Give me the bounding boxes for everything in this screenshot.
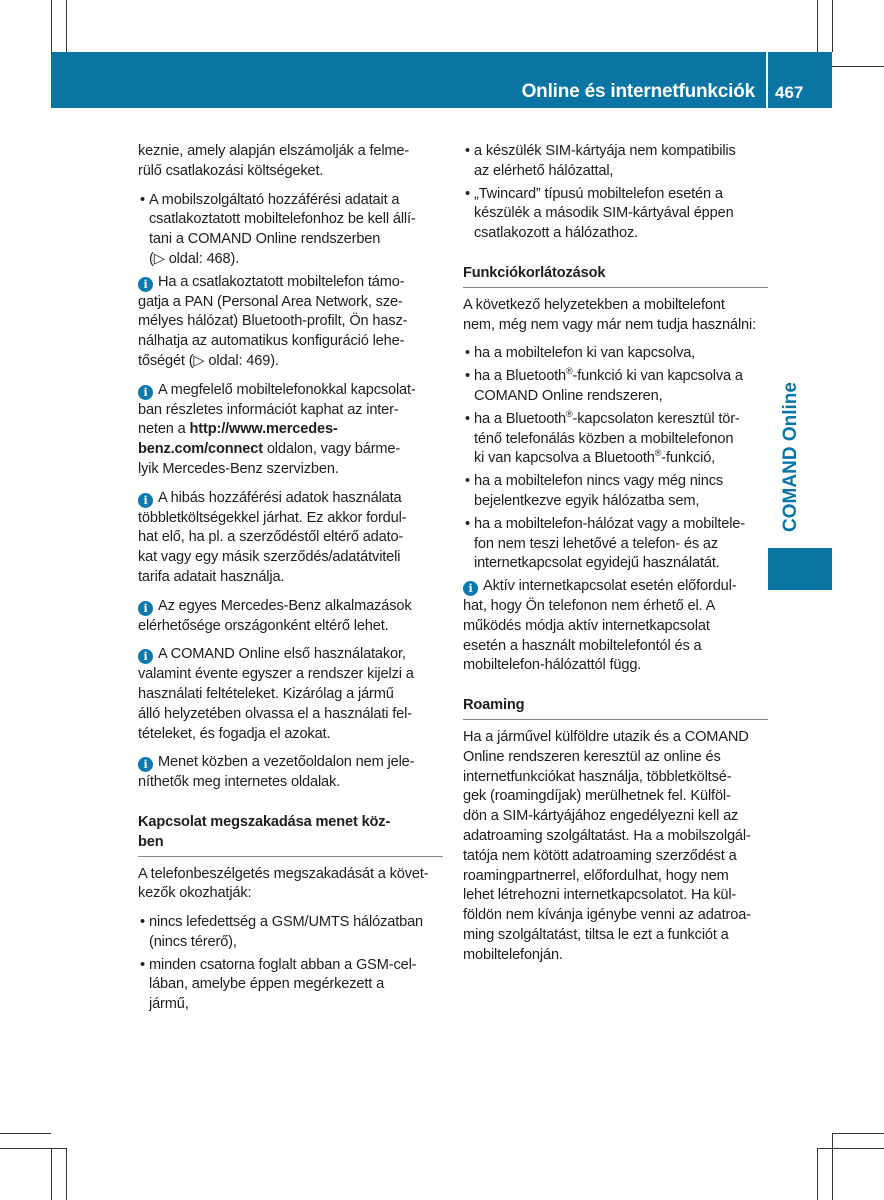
text-line — [138, 685, 443, 705]
line-text: tételeket, és fogadja el azokat. — [138, 725, 331, 742]
line-text: -funkció, — [661, 450, 716, 467]
crop-mark — [832, 0, 833, 52]
text-line — [138, 460, 443, 480]
info-note — [138, 489, 443, 588]
text-line — [149, 230, 443, 250]
text-line — [463, 946, 768, 966]
header-band — [51, 52, 832, 108]
info-icon: i — [138, 601, 153, 616]
crop-mark — [51, 1148, 52, 1200]
line-text: ming szolgáltatást, tiltsa le ezt a funkciót a — [463, 926, 729, 943]
text-line — [474, 535, 768, 555]
header-divider — [766, 52, 768, 108]
line-text: ki van kapcsolva a Bluetooth — [474, 450, 655, 467]
line-text: csatlakozott a hálózathoz. — [474, 225, 639, 242]
info-note — [138, 273, 443, 372]
text-line — [463, 847, 768, 867]
text-line — [138, 753, 443, 773]
paragraph — [463, 296, 768, 336]
text-line — [474, 344, 768, 364]
section-heading — [463, 264, 768, 288]
line-text: oldalon, vagy bárme- — [262, 441, 401, 458]
text-line — [138, 312, 443, 332]
crop-mark — [833, 1133, 884, 1134]
paragraph — [463, 728, 768, 966]
line-text: kezők okozhatják: — [138, 885, 252, 902]
info-icon: i — [463, 581, 478, 596]
line-text: A COMAND Online első használatakor, — [158, 646, 406, 663]
line-text: a készülék SIM-kártyája nem kompatibilis — [474, 143, 736, 159]
line-text: Online rendszeren keresztül az online és — [463, 748, 721, 765]
text-line — [138, 293, 443, 313]
text-line — [463, 264, 768, 284]
text-line — [463, 906, 768, 926]
text-line — [474, 387, 768, 407]
line-text: használati feltételeket. Kizárólag a jármű — [138, 685, 394, 702]
text-line — [474, 185, 768, 205]
line-text: A megfelelő mobiltelefonokkal kapcsolat- — [158, 381, 416, 398]
crop-mark — [0, 1148, 66, 1149]
text-line — [463, 316, 768, 336]
info-icon: i — [138, 493, 153, 508]
line-text: Roaming — [463, 697, 525, 714]
bullet-dot: • — [140, 956, 145, 973]
crop-mark — [0, 1133, 51, 1134]
info-note — [138, 753, 443, 793]
text-line — [149, 913, 443, 933]
line-text: adatroaming szolgáltatást. Ha a mobilszolgál- — [463, 827, 751, 844]
text-line — [138, 833, 443, 853]
text-line — [138, 813, 443, 833]
line-text: Kapcsolat megszakadása menet köz- — [138, 813, 391, 830]
info-icon: i — [138, 277, 153, 292]
info-note — [138, 645, 443, 744]
text-line — [149, 956, 443, 976]
line-text: nálhatja az automatikus konfiguráció lehe- — [138, 333, 405, 350]
line-text: ha a mobiltelefon nincs vagy még nincs — [474, 473, 724, 490]
section-heading — [463, 696, 768, 720]
bullet-dot: • — [465, 143, 470, 159]
text-line — [138, 162, 443, 182]
line-text: „Twincard” típusú mobiltelefon esetén a — [474, 185, 723, 202]
text-line — [463, 768, 768, 788]
line-text: internetfunkciókat használja, többletköltsé- — [463, 768, 732, 785]
info-note — [138, 381, 443, 480]
page-number: 467 — [775, 83, 804, 102]
line-text: mobiltelefonján. — [463, 946, 563, 963]
crop-mark — [66, 1148, 67, 1200]
bullet-item — [138, 913, 443, 953]
bullet-item — [138, 191, 443, 270]
line-text: elérhetősége országonként eltérő lehet. — [138, 617, 389, 634]
line-text: Menet közben a vezetőoldalon nem jele- — [158, 754, 415, 771]
info-icon: i — [138, 649, 153, 664]
text-line — [149, 975, 443, 995]
bullet-item — [463, 410, 768, 469]
link-text: benz.com/connect — [138, 441, 263, 458]
line-text: A következő helyzetekben a mobiltelefont — [463, 296, 725, 313]
bullet-dot: • — [465, 345, 470, 362]
text-line — [474, 515, 768, 535]
line-text: COMAND Online rendszeren, — [474, 387, 663, 404]
line-text: valamint évente egyszer a rendszer kijelzi a — [138, 666, 414, 683]
line-text: fon nem teszi lehetővé a telefon- és az — [474, 535, 719, 552]
text-line — [474, 472, 768, 492]
text-line — [474, 162, 768, 182]
line-text: tatója nem kötött adatroaming szerződést a — [463, 847, 737, 864]
text-line — [474, 410, 768, 430]
line-text: neten a — [138, 421, 190, 438]
bullet-item — [463, 185, 768, 244]
line-text: többletköltségekkel járhat. Ez akkor fordul- — [138, 509, 407, 526]
line-text: ha a Bluetooth — [474, 368, 567, 385]
paragraph — [138, 142, 443, 182]
line-text: hat elő, ha pl. a szerződéstől eltérő adato- — [138, 529, 404, 546]
text-line — [138, 773, 443, 793]
line-text: kat vagy egy másik szerződés/adatátviteli — [138, 549, 401, 566]
bullet-item — [138, 956, 443, 1015]
text-line — [149, 933, 443, 953]
text-line — [138, 665, 443, 685]
text-line — [463, 926, 768, 946]
text-line — [463, 886, 768, 906]
line-text: -kapcsolaton keresztül tör- — [572, 410, 740, 427]
line-text: Az egyes Mercedes-Benz alkalmazások — [158, 597, 412, 614]
text-line — [474, 142, 768, 162]
side-tab-marker — [768, 548, 832, 590]
text-line — [463, 827, 768, 847]
side-tab-label: COMAND Online — [780, 382, 801, 532]
line-text: bejelentkezve egyik hálózatba sem, — [474, 492, 700, 509]
text-line — [138, 617, 443, 637]
bullet-item — [463, 344, 768, 364]
text-line — [138, 509, 443, 529]
line-text: lehet létrehozni internetkapcsolatot. Ha kül- — [463, 887, 737, 904]
line-text: Funkciókorlátozások — [463, 264, 606, 281]
text-line — [138, 865, 443, 885]
text-line — [149, 995, 443, 1015]
line-text: A telefonbeszélgetés megszakadását a követ- — [138, 865, 429, 882]
text-line — [474, 204, 768, 224]
side-tab — [779, 372, 803, 542]
text-line — [138, 548, 443, 568]
bullet-dot: • — [140, 914, 145, 931]
bullet-dot: • — [465, 368, 470, 385]
text-line — [138, 273, 443, 293]
text-line — [463, 577, 768, 597]
text-line — [138, 142, 443, 162]
line-text: ben — [138, 833, 164, 850]
line-text: (▷ oldal: 468). — [149, 250, 240, 267]
line-text: földön nem kívánja igénybe venni az adatroa- — [463, 907, 751, 924]
line-text: mélyes hálózat) Bluetooth-profilt, Ön hasz- — [138, 313, 408, 330]
line-text: ban részletes információt kaphat az inter- — [138, 401, 399, 418]
text-line — [138, 884, 443, 904]
bullet-item — [463, 142, 768, 182]
section-title: Online és internetfunkciók — [521, 81, 755, 102]
line-text: Aktív internetkapcsolat esetén előfordul- — [483, 578, 737, 595]
text-line — [463, 637, 768, 657]
info-icon: i — [138, 385, 153, 400]
line-text: internetkapcsolat egyidejű használatát. — [474, 555, 720, 572]
bullet-dot: • — [465, 473, 470, 490]
text-line — [474, 224, 768, 244]
text-line — [463, 656, 768, 676]
line-text: A hibás hozzáférési adatok használata — [158, 489, 402, 506]
line-text: lában, amelybe éppen megérkezett a — [149, 976, 385, 993]
bullet-item — [463, 515, 768, 574]
info-icon: i — [138, 757, 153, 772]
line-text: -funkció ki van kapcsolva a — [572, 368, 743, 385]
text-line — [138, 381, 443, 401]
line-text: Ha a járművel külföldre utazik és a COMAND — [463, 728, 749, 745]
text-line — [463, 787, 768, 807]
section-heading — [138, 813, 443, 857]
text-line — [463, 867, 768, 887]
text-line — [474, 492, 768, 512]
info-note — [138, 597, 443, 637]
line-text: esetén a használt mobiltelefontól és a — [463, 637, 702, 654]
bullet-dot: • — [465, 410, 470, 427]
text-line — [463, 597, 768, 617]
line-text: csatlakoztatott mobiltelefonhoz be kell állí- — [149, 211, 416, 228]
line-text: roamingpartnerrel, előfordulhat, hogy nem — [463, 867, 729, 884]
line-text: Ha a csatlakoztatott mobiltelefon támo- — [158, 273, 405, 290]
registered-mark: ® — [566, 366, 573, 377]
text-line — [463, 807, 768, 827]
crop-mark — [817, 1148, 818, 1200]
crop-mark — [832, 1133, 833, 1200]
left-column — [138, 142, 443, 1018]
bullet-dot: • — [465, 185, 470, 202]
bullet-item — [463, 367, 768, 407]
line-text: készülék a második SIM-kártyával éppen — [474, 205, 734, 222]
line-text: nincs lefedettség a GSM/UMTS hálózatban — [149, 914, 424, 931]
paragraph — [138, 865, 443, 905]
text-line — [149, 250, 443, 270]
line-text: lyik Mercedes-Benz szervizben. — [138, 460, 339, 477]
bullet-item — [463, 472, 768, 512]
line-text: dön a SIM-kártyájához engedélyezni kell az — [463, 808, 739, 825]
right-column — [463, 142, 768, 974]
line-text: A mobilszolgáltató hozzáférési adatait a — [149, 191, 400, 208]
text-line — [463, 748, 768, 768]
line-text: működés módja aktív internetkapcsolat — [463, 617, 710, 634]
line-text: álló helyzetében olvassa el a használati fel- — [138, 705, 412, 722]
text-line — [463, 617, 768, 637]
text-line — [463, 296, 768, 316]
text-line — [474, 430, 768, 450]
text-line — [138, 568, 443, 588]
line-text: rülő csatlakozási költségeket. — [138, 162, 324, 179]
text-line — [463, 696, 768, 716]
line-text: ténő telefonálás közben a mobiltelefonon — [474, 430, 734, 447]
bullet-dot: • — [465, 515, 470, 532]
bullet-dot: • — [140, 191, 145, 208]
text-line — [138, 645, 443, 665]
line-text: gatja a PAN (Personal Area Network, sze- — [138, 293, 403, 310]
line-text: tani a COMAND Online rendszerben — [149, 231, 381, 248]
text-line — [138, 332, 443, 352]
text-line — [463, 728, 768, 748]
line-text: tőségét (▷ oldal: 469). — [138, 352, 279, 369]
text-line — [138, 352, 443, 372]
line-text: ha a mobiltelefon-hálózat vagy a mobiltele- — [474, 515, 745, 532]
text-line — [138, 597, 443, 617]
line-text: ha a Bluetooth — [474, 410, 567, 427]
line-text: ha a mobiltelefon ki van kapcsolva, — [474, 345, 696, 362]
line-text: minden csatorna foglalt abban a GSM-cel- — [149, 956, 417, 973]
line-text: jármű, — [149, 996, 189, 1013]
line-text: níthetők meg internetes oldalak. — [138, 774, 341, 791]
line-text: (nincs térerő), — [149, 933, 237, 950]
line-text: gek (roamingdíjak) merülhetnek fel. Külföl- — [463, 788, 731, 805]
line-text: nem, még nem vagy már nem tudja használni: — [463, 316, 757, 333]
line-text: az elérhető hálózattal, — [474, 162, 614, 179]
text-line — [138, 420, 443, 440]
line-text: tarifa adatait használja. — [138, 568, 285, 585]
crop-mark — [66, 0, 67, 52]
line-text: hat, hogy Ön telefonon nem érhető el. A — [463, 597, 716, 614]
text-line — [149, 191, 443, 211]
link-text: http://www.mercedes- — [189, 421, 338, 438]
crop-mark — [818, 1148, 884, 1149]
text-line — [138, 528, 443, 548]
line-text: mobiltelefon-hálózattól függ. — [463, 657, 642, 674]
text-line — [149, 210, 443, 230]
text-line — [138, 705, 443, 725]
text-line — [474, 367, 768, 387]
info-note — [463, 577, 768, 676]
registered-mark: ® — [566, 408, 573, 419]
text-line — [138, 489, 443, 509]
text-line — [474, 554, 768, 574]
crop-mark — [51, 0, 52, 52]
registered-mark: ® — [654, 448, 662, 459]
text-line — [138, 401, 443, 421]
text-line — [138, 440, 443, 460]
text-line — [138, 725, 443, 745]
text-line — [474, 449, 768, 469]
line-text: keznie, amely alapján elszámolják a felme- — [138, 143, 410, 159]
